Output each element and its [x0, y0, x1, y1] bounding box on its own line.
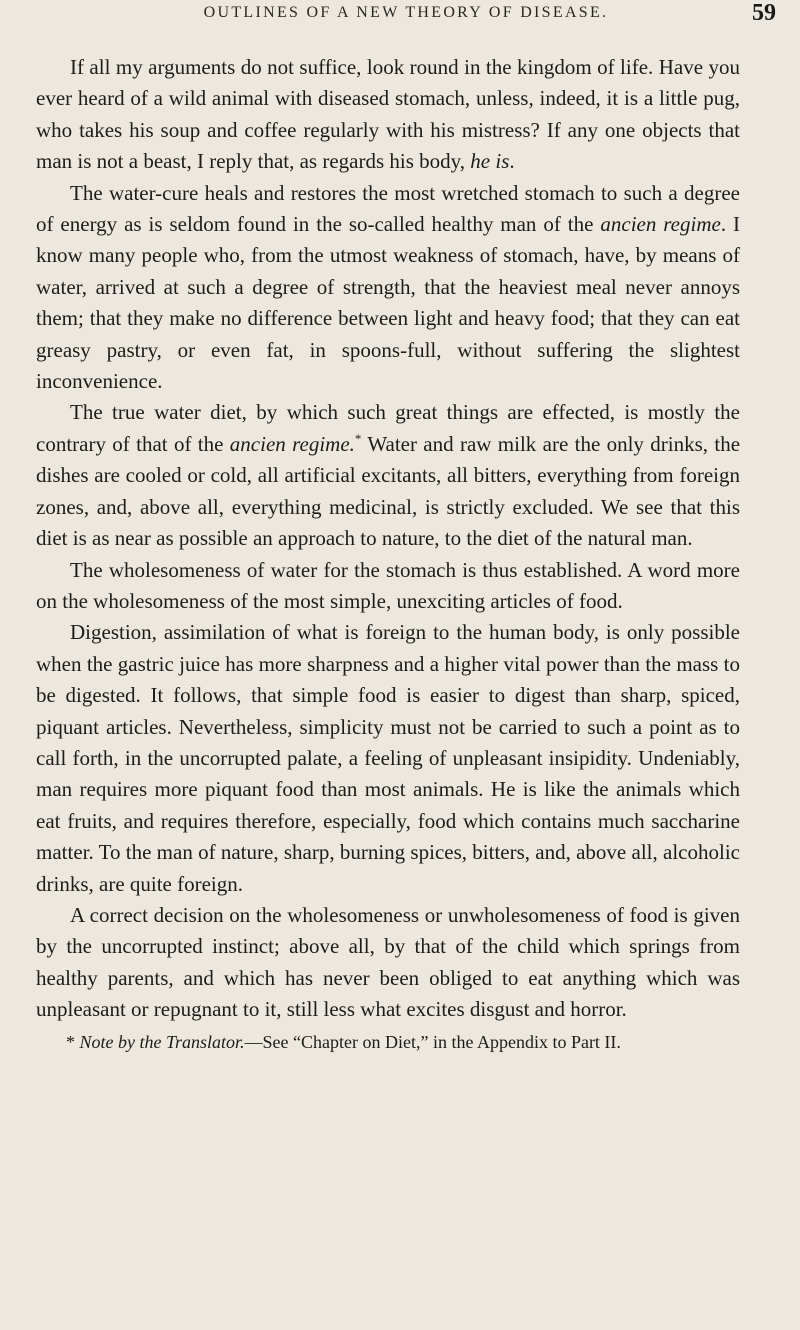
page-number: 59	[752, 0, 776, 26]
emphasis-text: ancien regime	[600, 212, 721, 237]
paragraph-text: The wholesomeness of water for the stomach is thus established. A word more on the wholesomeness of the most simple, unexciting articles of food.	[36, 557, 740, 613]
paragraph	[36, 397, 740, 554]
paragraph-text: Digestion, assimilation of what is foreign to the human body, is only possible when the gastric juice has more sharpness and a higher vital power than the mass to be digested. It follows, that simple food is easier to digest than sharp, spiced, piquant articles. Nevertheless, simplicity must not be carried to such a point as to call forth, in the uncorrupted palate, a feeling of unpleasant insipidity. Undeniably, man requires more piquant food than most animals. He is like the animals which eat fruits, and requires therefore, especially, food which contains much saccharine matter. To the man of nature, sharp, burning spices, bitters, and, above all, alcoholic drinks, are quite foreign.	[36, 620, 740, 896]
footnote-reference: *	[354, 430, 362, 446]
paragraph	[36, 52, 740, 178]
running-header	[36, 2, 776, 28]
paragraph	[36, 900, 740, 1026]
paragraph-text: Water and raw milk are the only drinks, the dishes are cooled or cold, all artificial excitants, all bitters, everything from foreign zones, and, above all, everything medicinal, is strictly excluded. We see that this diet is as near as possible an approach to nature, to the diet of the natural man.	[36, 431, 741, 551]
paragraph	[36, 617, 740, 900]
paragraph-text: The true water diet, by which such great things are effected, is mostly the contrary of that of the	[36, 400, 740, 456]
paragraph-text: A correct decision on the wholesomeness or unwholesomeness of food is given by the uncorrupted instinct; above all, by that of the child which springs from healthy parents, and which has never been obliged to eat anything which was unpleasant or repugnant to it, still less what excites disgust and horror.	[36, 902, 740, 1022]
footnote	[36, 1032, 740, 1053]
footnote-marker: *	[66, 1031, 80, 1052]
paragraph-text: If all my arguments do not suffice, look round in the kingdom of life. Have you ever heard of a wild animal with diseased stomach, unless, indeed, it is a little pug, who takes his soup and coffee regularly with his mistress? If any one objects that man is not a beast, I reply that, as regards his body,	[36, 55, 740, 174]
running-title: OUTLINES OF A NEW THEORY OF DISEASE.	[203, 4, 609, 21]
emphasis-text: ancien regime.	[229, 431, 355, 456]
paragraph-text: The water-cure heals and restores the most wretched stomach to such a degree of energy as is seldom found in the so-called healthy man of the	[36, 180, 740, 237]
footnote-label: Note by the Translator.	[79, 1031, 245, 1052]
paragraph-text: .	[509, 149, 515, 174]
emphasis-text: he is	[470, 149, 510, 174]
paragraph-text: . I know many people who, from the utmost weakness of stomach, have, by means of water, arrived at such a degree of strength, that the heaviest meal never annoys them; that they make no difference between light and heavy food; that they can eat greasy pastry, or even fat, in spoons-full, without suffering the slightest inconvenience.	[36, 212, 740, 394]
footnote-text: —See “Chapter on Diet,” in the Appendix to Part II.	[244, 1031, 621, 1052]
body-text	[36, 52, 740, 1053]
paragraph	[36, 178, 740, 398]
paragraph	[36, 555, 740, 618]
